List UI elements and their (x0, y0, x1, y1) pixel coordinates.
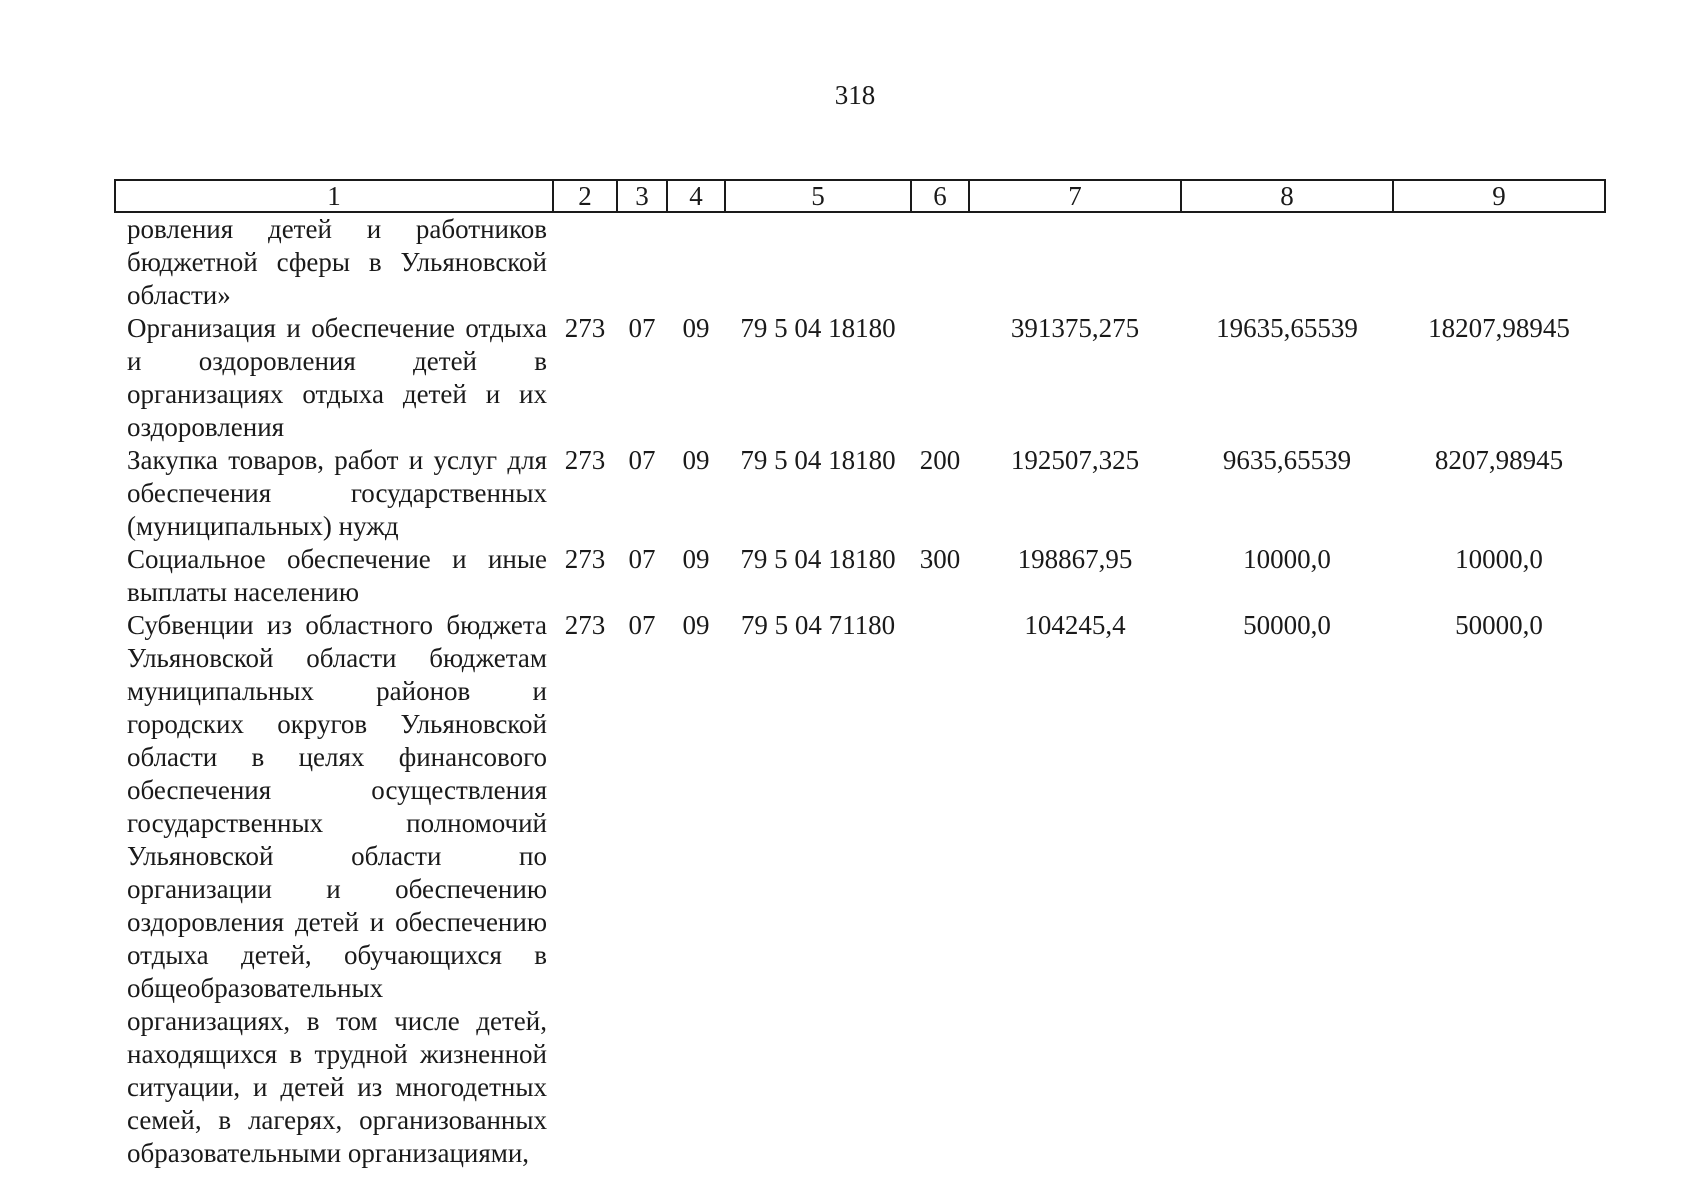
column-header: 3 (617, 180, 667, 212)
cell-ministry: 273 (564, 445, 606, 475)
cell-amount-7: 391375,275 (1010, 313, 1140, 343)
column-header: 1 (115, 180, 553, 212)
budget-table (114, 179, 1606, 1170)
table-header-row (115, 180, 1605, 212)
cell-expense-type (911, 609, 969, 1170)
cell-ministry (553, 212, 617, 312)
column-header: 5 (725, 180, 911, 212)
cell-section (617, 212, 667, 312)
row-description: ровления детей и работников бюджетной сферы в Ульяновской области» (127, 214, 547, 310)
cell-target-article: 79 5 04 18180 (740, 313, 896, 343)
cell-amount-9: 50000,0 (1455, 610, 1543, 640)
cell-amount-7: 104245,4 (1024, 610, 1126, 640)
column-header: 2 (553, 180, 617, 212)
cell-ministry: 273 (564, 544, 606, 574)
table-row (115, 543, 1605, 609)
cell-target-article: 79 5 04 18180 (740, 544, 896, 574)
column-header: 7 (969, 180, 1181, 212)
row-description: Социальное обеспечение и иные выплаты населению (127, 544, 547, 607)
cell-section: 07 (628, 313, 656, 343)
cell-ministry: 273 (564, 313, 606, 343)
cell-amount-8: 9635,65539 (1222, 445, 1352, 475)
cell-expense-type (911, 212, 969, 312)
table-row (115, 609, 1605, 1170)
cell-amount-8: 50000,0 (1243, 610, 1331, 640)
cell-subsection (667, 212, 725, 312)
cell-section: 07 (628, 445, 656, 475)
cell-target-article (725, 212, 911, 312)
row-description: Закупка товаров, работ и услуг для обеспечения государственных (муниципальных) нужд (127, 445, 547, 541)
cell-amount-7 (969, 212, 1181, 312)
cell-expense-type (911, 312, 969, 444)
cell-amount-8: 10000,0 (1243, 544, 1331, 574)
cell-subsection: 09 (682, 610, 710, 640)
column-header: 4 (667, 180, 725, 212)
cell-amount-7: 198867,95 (1017, 544, 1133, 574)
column-header: 9 (1393, 180, 1605, 212)
cell-amount-9: 10000,0 (1455, 544, 1543, 574)
cell-amount-9 (1393, 212, 1605, 312)
column-header: 6 (911, 180, 969, 212)
cell-target-article: 79 5 04 71180 (740, 610, 896, 640)
cell-expense-type: 300 (919, 544, 961, 574)
table-row (115, 212, 1605, 312)
column-header: 8 (1181, 180, 1393, 212)
cell-amount-9: 8207,98945 (1434, 445, 1564, 475)
cell-subsection: 09 (682, 445, 710, 475)
cell-subsection: 09 (682, 313, 710, 343)
page-number: 318 (834, 80, 876, 110)
cell-section: 07 (628, 544, 656, 574)
cell-section: 07 (628, 610, 656, 640)
table-row (115, 444, 1605, 543)
row-description: Организация и обеспечение отдыха и оздоровления детей в организациях отдыха детей и их оздоровления (127, 313, 547, 442)
cell-amount-9: 18207,98945 (1428, 313, 1570, 343)
cell-amount-7: 192507,325 (1010, 445, 1140, 475)
cell-expense-type: 200 (919, 445, 961, 475)
cell-ministry: 273 (564, 610, 606, 640)
cell-amount-8 (1181, 212, 1393, 312)
cell-amount-8: 19635,65539 (1216, 313, 1358, 343)
cell-target-article: 79 5 04 18180 (740, 445, 896, 475)
table-row (115, 312, 1605, 444)
cell-subsection: 09 (682, 544, 710, 574)
row-description: Субвенции из областного бюджета Ульяновской области бюджетам муниципальных районов и городских округов Ульяновской области в целях финансового обеспечения осуществления государственных полномочий Ульяновской области по организации и обеспечению оздоровления детей и обеспечению отдыха детей, обучающихся в общеобразовательных организациях, в том числе детей, находящихся в трудной жизненной ситуации, и детей из многодетных семей, в лагерях, организованных образовательными организациями, (127, 610, 547, 1168)
